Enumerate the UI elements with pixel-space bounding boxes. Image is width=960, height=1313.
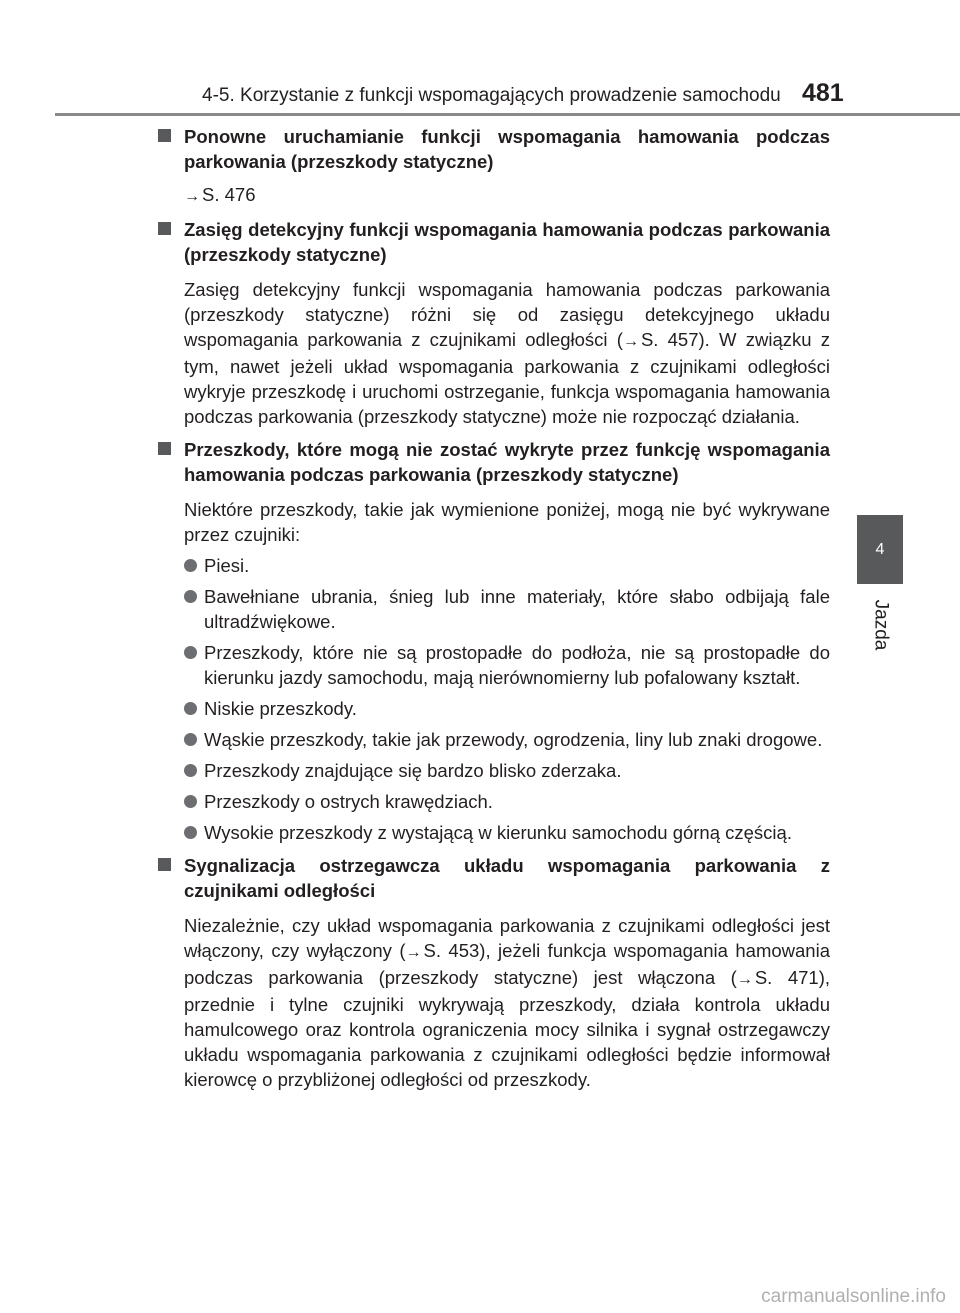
section-marker-icon — [158, 858, 171, 871]
bullet-dot-icon — [184, 646, 197, 659]
page-number: 481 — [802, 79, 844, 107]
section-marker-icon — [158, 222, 171, 235]
list-item: Przeszkody, które nie są prostopadłe do podłoża, nie są prostopadłe do kierunku jazdy samochodu, mają nierównomierny lub pofalowany kształt. — [158, 640, 830, 690]
list-item: Przeszkody znajdujące się bardzo blisko zderzaka. — [158, 758, 830, 783]
list-item: Wąskie przeszkody, takie jak przewody, ogrodzenia, liny lub znaki drogowe. — [158, 727, 830, 752]
list-item: Piesi. — [158, 553, 830, 578]
section-warning-signal — [158, 853, 830, 1092]
bullet-dot-icon — [184, 795, 197, 808]
arrow-right-icon: → — [622, 333, 639, 350]
arrow-right-icon: → — [184, 188, 200, 205]
list-item: Bawełniane ubrania, śnieg lub inne materiały, które słabo odbijają fale ultradźwiękowe. — [158, 584, 830, 634]
chapter-number: 4 — [875, 540, 885, 558]
header-divider — [55, 113, 960, 116]
chapter-name-label — [857, 590, 903, 660]
section-title: Zasięg detekcyjny funkcji wspomagania hamowania podczas parkowania (przeszkody statyczne) — [184, 219, 830, 265]
page-content — [158, 124, 830, 1100]
section-header-title: 4-5. Korzystanie z funkcji wspomagających prowadzenie samochodu — [202, 85, 781, 106]
section-undetected-obstacles — [158, 437, 830, 845]
section-marker-icon — [158, 442, 171, 455]
bullet-dot-icon — [184, 702, 197, 715]
bullet-dot-icon — [184, 764, 197, 777]
arrow-right-icon: → — [405, 944, 422, 961]
bullet-dot-icon — [184, 733, 197, 746]
section-paragraph: Niezależnie, czy układ wspomagania parkowania z czujnikami odległości jest włączony, czy wyłączony (→ S. 453), jeżeli funkcja wspomagania hamowania podczas parkowania (przeszkody statyczne) jest włączona (→ S. 471), przednie i tylne czujniki wykrywają przeszkody, działa kontrola układu hamulcowego oraz kontrola ograniczenia mocy silnika i sygnał ostrzegawczy układu wspomagania parkowania z czujnikami odległości będzie informował kierowcę o przybliżonej odległości od przeszkody. — [184, 915, 830, 1090]
section-paragraph: Zasięg detekcyjny funkcji wspomagania hamowania podczas parkowania (przeszkody statyczne) różni się od zasięgu detekcyjnego układu wspomagania parkowania z czujnikami odległości (→ S. 457). W związku z tym, nawet jeżeli układ wspomagania parkowania z czujnikami odległości wykryje przeszkodę i uruchomi ostrzeganie, funkcja wspomagania hamowania podczas parkowania (przeszkody statyczne) może nie rozpocząć działania. — [184, 279, 830, 427]
section-title: Przeszkody, które mogą nie zostać wykryte przez funkcję wspomagania hamowania podczas parkowania (przeszkody statyczne) — [184, 439, 830, 485]
bullet-dot-icon — [184, 559, 197, 572]
page-reference[interactable]: S. 453 — [423, 940, 480, 961]
reference-text: S. 476 — [202, 184, 256, 205]
arrow-right-icon: → — [736, 971, 753, 988]
section-marker-icon — [158, 129, 171, 142]
page-reference[interactable]: S. 457 — [640, 329, 699, 350]
list-item: Wysokie przeszkody z wystającą w kierunku samochodu górną częścią. — [158, 820, 830, 845]
section-title: Sygnalizacja ostrzegawcza układu wspomagania parkowania z czujnikami odległości — [184, 855, 830, 901]
page-reference[interactable] — [184, 182, 830, 209]
chapter-name: Jazda — [870, 599, 892, 651]
section-title: Ponowne uruchamianie funkcji wspomagania hamowania podczas parkowania (przeszkody statyczne) — [184, 126, 830, 172]
list-item: Niskie przeszkody. — [158, 696, 830, 721]
section-detection-range — [158, 217, 830, 429]
bullet-dot-icon — [184, 826, 197, 839]
list-item: Przeszkody o ostrych krawędziach. — [158, 789, 830, 814]
section-restart-braking — [158, 124, 830, 209]
bullet-dot-icon — [184, 590, 197, 603]
chapter-number-tab[interactable] — [857, 515, 903, 584]
section-paragraph: Niektóre przeszkody, takie jak wymienione poniżej, mogą nie być wykrywane przez czujniki: — [184, 499, 830, 545]
watermark: carmanualsonline.info — [761, 1286, 946, 1307]
obstacle-list — [158, 553, 830, 845]
page-reference[interactable]: S. 471 — [754, 967, 819, 988]
